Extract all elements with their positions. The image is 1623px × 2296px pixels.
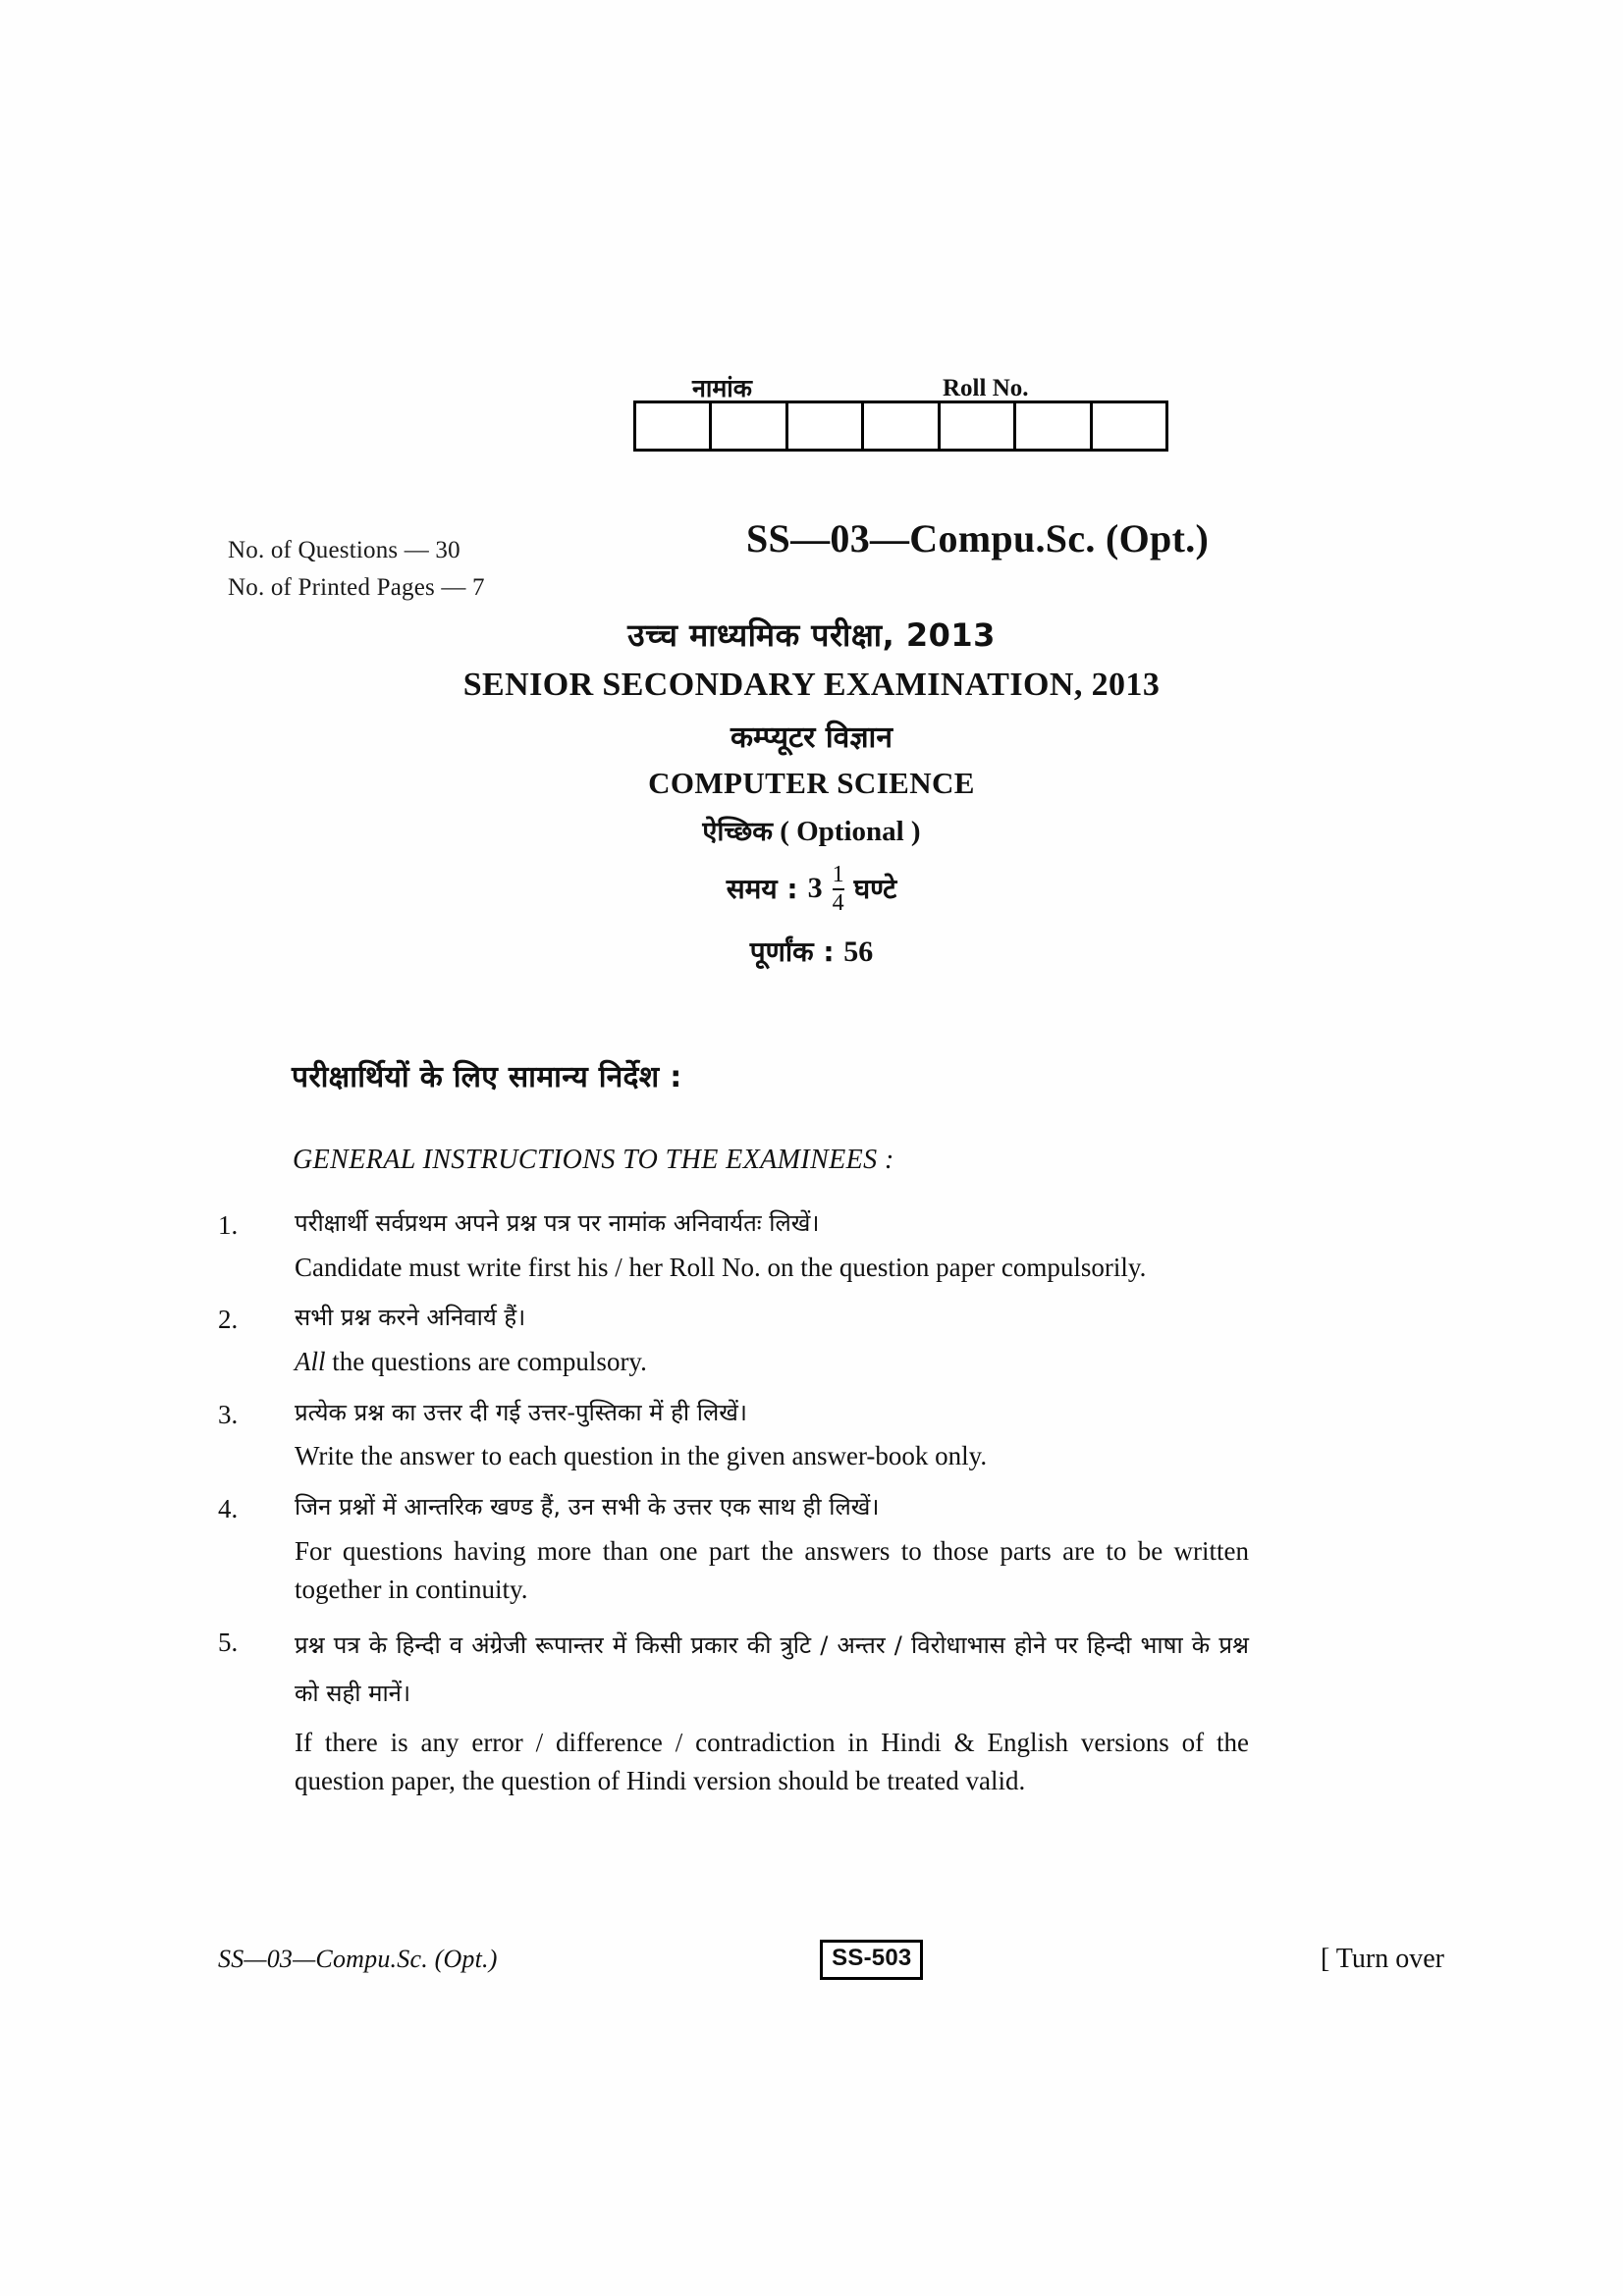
instruction-english [295,1249,1249,1287]
instruction-item [218,1622,1249,1811]
instruction-english-text: the questions are compulsory. [325,1347,647,1377]
optional-label-english: ( Optional ) [780,816,921,847]
page-footer [218,1940,1444,1980]
footer-turn-over: [ Turn over [1320,1944,1444,1975]
roll-label-hindi: नामांक [692,374,752,402]
title-block [0,614,1623,970]
roll-number-cell[interactable] [1016,403,1092,449]
roll-number-cell[interactable] [941,403,1016,449]
maximum-marks [0,933,1623,970]
roll-number-cell[interactable] [1093,403,1168,449]
time-allowed [0,862,1623,915]
footer-paper-code: SS—03—Compu.Sc. (Opt.) [218,1945,498,1974]
instruction-body [295,1204,1249,1297]
no-of-printed-pages: No. of Printed Pages — 7 [228,574,485,601]
instruction-body [295,1488,1249,1620]
roll-number-grid[interactable] [633,400,1168,452]
time-unit: घण्टे [853,873,897,906]
roll-number-cell[interactable] [712,403,787,449]
instruction-number: 4. [218,1493,239,1523]
instruction-item [218,1204,1249,1297]
instruction-body [295,1622,1249,1811]
marks-value: 56 [843,935,874,969]
exam-title-english: SENIOR SECONDARY EXAMINATION, 2013 [462,667,1161,703]
optional-label [0,812,1623,848]
roll-number-cell[interactable] [864,403,940,449]
fraction-numerator: 1 [832,862,844,887]
instructions-list [218,1204,1249,1813]
no-of-questions: No. of Questions — 30 [228,537,460,563]
footer-code-box: SS-503 [820,1940,923,1980]
instruction-hindi: परीक्षार्थी सर्वप्रथम अपने प्रश्न पत्र पर नामांक अनिवार्यतः लिखें। [295,1209,820,1237]
instruction-number: 1. [218,1210,239,1240]
instruction-english-lead: All [295,1347,326,1377]
marks-label: पूर्णांक : [749,935,835,969]
instructions-heading-hindi: परीक्षार्थियों के लिए सामान्य निर्देश : [292,1060,682,1095]
instruction-english [295,1724,1249,1801]
instruction-english-text: If there is any error / difference / contradiction in Hindi & English versions of the question paper, the question of Hindi version should be treated valid. [295,1727,1249,1796]
time-label: समय : [726,873,798,906]
instruction-body [295,1299,1249,1391]
instruction-body [295,1394,1249,1486]
instruction-item [218,1488,1249,1620]
roll-number-labels [633,365,1168,400]
time-fraction [833,863,844,916]
paper-meta [228,532,485,607]
roll-number-block [633,365,1168,452]
instruction-number: 5. [218,1627,239,1657]
roll-number-cell[interactable] [636,403,712,449]
instruction-english-text: For questions having more than one part the answers to those parts are to be written together in continuity. [295,1535,1249,1605]
instruction-number: 3. [218,1399,239,1429]
instruction-english-text: Candidate must write first his / her Roll No. on the question paper compulsorily. [295,1252,1147,1282]
instruction-english [295,1437,1249,1475]
instruction-hindi: प्रश्न पत्र के हिन्दी व अंग्रेजी रूपान्तर में किसी प्रकार की त्रुटि / अन्तर / विरोधाभास होने पर हिन्दी भाषा के प्रश्न को सही मानें। [295,1630,1249,1707]
roll-number-cell[interactable] [788,403,864,449]
subject-title-hindi: कम्प्यूटर विज्ञान [730,721,893,755]
instructions-heading-english: GENERAL INSTRUCTIONS TO THE EXAMINEES : [293,1145,894,1175]
instruction-hindi: जिन प्रश्नों में आन्तरिक खण्ड हैं, उन सभी के उत्तर एक साथ ही लिखें। [295,1492,880,1521]
subject-title-english: COMPUTER SCIENCE [648,766,975,800]
instruction-english-text: Write the answer to each question in the given answer-book only. [295,1441,988,1471]
instruction-hindi: प्रत्येक प्रश्न का उत्तर दी गई उत्तर-पुस्तिका में ही लिखें। [295,1398,747,1426]
optional-label-hindi: ऐच्छिक [702,817,773,847]
time-whole-number: 3 [807,872,823,905]
exam-title-hindi: उच्च माध्यमिक परीक्षा, 2013 [627,616,996,654]
paper-code: SS—03—Compu.Sc. (Opt.) [746,516,1210,561]
roll-label-english: Roll No. [943,375,1029,401]
instruction-item [218,1299,1249,1391]
instruction-hindi: सभी प्रश्न करने अनिवार्य हैं। [295,1304,526,1332]
instruction-item [218,1394,1249,1486]
instruction-number: 2. [218,1305,239,1335]
instruction-english [295,1343,1249,1381]
fraction-denominator: 4 [832,890,844,917]
instruction-english [295,1532,1249,1610]
